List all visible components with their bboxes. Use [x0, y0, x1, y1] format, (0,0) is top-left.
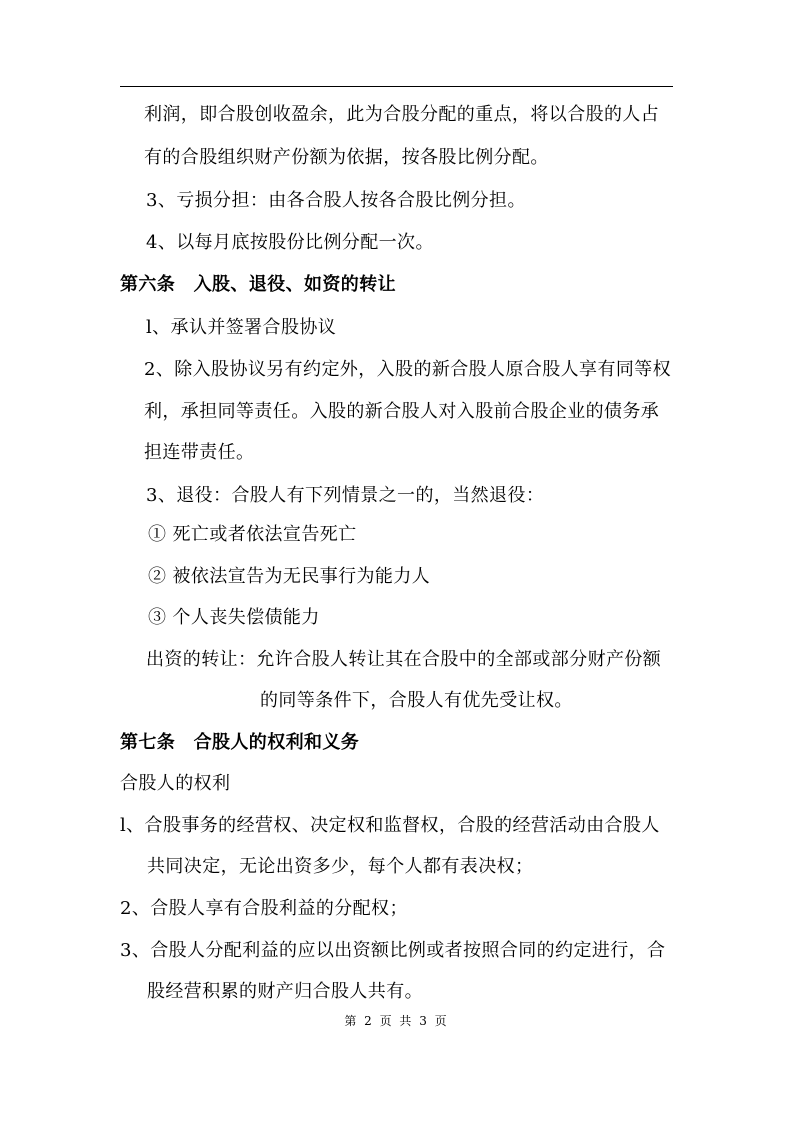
text-line: 4、以每月底按股份比例分配一次。 — [146, 232, 434, 253]
list-item: ① 死亡或者依法宣告死亡 — [148, 524, 357, 545]
text-line: 3、亏损分担：由各合股人按各合股比例分担。 — [146, 190, 526, 211]
list-item: ③ 个人丧失偿债能力 — [148, 607, 320, 628]
text-line: 3、合股人分配利益的应以出资额比例或者按照合同的约定进行，合 — [120, 940, 666, 961]
text-line: 2、合股人享有合股利益的分配权； — [120, 898, 408, 919]
header-rule — [120, 86, 673, 87]
page-footer: 第 2 页 共 3 页 — [344, 1014, 449, 1028]
text-line: 共同决定，无论出资多少，每个人都有表决权； — [147, 856, 534, 877]
text-line: 的同等条件下，合股人有优先受让权。 — [260, 690, 573, 711]
text-line: 2、除入股协议另有约定外，入股的新合股人原合股人享有同等权 — [144, 359, 672, 380]
text-line: 有的合股组织财产份额为依据，按各股比例分配。 — [144, 147, 549, 168]
section-heading-6: 第六条 入股、退役、如资的转让 — [120, 274, 396, 295]
text-line: 利，承担同等责任。入股的新合股人对入股前合股企业的债务承 — [144, 401, 660, 422]
text-line: l、合股事务的经营权、决定权和监督权，合股的经营活动由合股人 — [120, 815, 660, 836]
list-item: ② 被依法宣告为无民事行为能力人 — [148, 566, 431, 587]
subheading: 合股人的权利 — [120, 773, 231, 794]
section-heading-7: 第七条 合股人的权利和义务 — [120, 732, 360, 753]
text-line: 利润，即合股创收盈余，此为合股分配的重点，将以合股的人占 — [144, 104, 660, 125]
text-line: 担连带责任。 — [144, 442, 255, 463]
text-line: 3、退役：合股人有下列情景之一的，当然退役： — [146, 485, 545, 506]
text-line: 出资的转让：允许合股人转让其在合股中的全部或部分财产份额 — [146, 649, 662, 670]
text-line: 股经营积累的财产归合股人共有。 — [147, 981, 423, 1002]
text-line: l、承认并签署合股协议 — [146, 317, 337, 338]
